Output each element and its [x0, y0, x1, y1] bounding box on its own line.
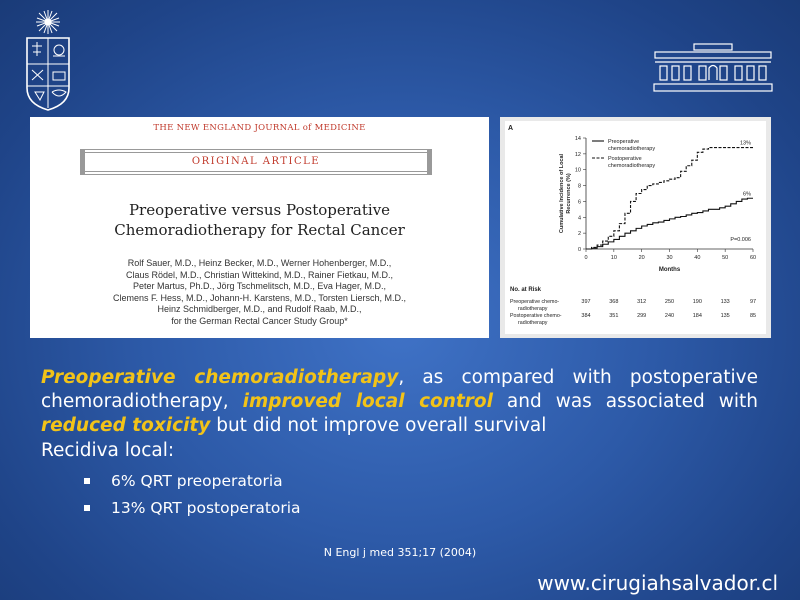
article-header-panel [30, 117, 489, 338]
series-end-label: 6% [743, 191, 751, 198]
journal-name: THE NEW ENGLAND JOURNAL of MEDICINE [153, 123, 366, 133]
y-axis-label: Recurrence (%) [566, 173, 572, 214]
bullet-item [84, 468, 301, 495]
author-line: Claus Rödel, M.D., Christian Wittekind, M.D., Rainer Fietkau, M.D., [125, 269, 394, 280]
author-line: Peter Martus, Ph.D., Jörg Tschmelitsch, M.D., Eva Hager, M.D., [133, 281, 386, 292]
legend-label: Preoperative [608, 139, 640, 145]
legend-label: Postoperative [608, 156, 642, 162]
recurrence-chart [500, 117, 771, 338]
summary-text: , as compared with postoperative chemoradiotherapy, [41, 367, 758, 412]
author-line: for the German Rectal Cancer Study Group* [171, 315, 348, 326]
university-crest-logo [22, 8, 74, 112]
series-end-label: 13% [739, 140, 751, 147]
at-risk-value: 368 [609, 299, 619, 305]
y-tick-label: 10 [574, 167, 581, 174]
at-risk-value: 299 [637, 313, 647, 319]
x-tick-label: 0 [584, 255, 588, 261]
y-tick-label: 12 [574, 151, 581, 158]
section-label: ORIGINAL ARTICLE [191, 156, 321, 167]
summary-text: but did not improve overall survival [210, 415, 547, 436]
chart-panel-label: A [508, 125, 514, 132]
at-risk-row-label: radiotherapy [518, 320, 548, 326]
bullet-text: 6% QRT preoperatoria [111, 472, 283, 490]
x-tick-label: 60 [749, 255, 757, 261]
article-title-line: Preoperative versus Postoperative [128, 201, 391, 219]
legend-label: chemoradiotherapy [608, 146, 656, 152]
article-authors [30, 258, 489, 328]
at-risk-row-label: radiotherapy [518, 306, 548, 312]
bullet-text: 13% QRT postoperatoria [111, 499, 301, 517]
bullet-square-icon [84, 478, 90, 484]
at-risk-value: 397 [581, 299, 591, 305]
x-tick-label: 50 [722, 255, 729, 261]
recurrence-bullet-list [84, 468, 301, 522]
at-risk-value: 97 [749, 299, 757, 305]
x-tick-label: 10 [610, 255, 617, 261]
at-risk-value: 133 [720, 299, 730, 305]
author-line: Clemens F. Hess, M.D., Johann-H. Karstens, M.D., Torsten Liersch, M.D., [113, 292, 406, 303]
p-value-annotation: P=0.006 [730, 237, 751, 243]
at-risk-row-label: Postoperative chemo- [510, 313, 562, 319]
citation: N Engl j med 351;17 (2004) [323, 546, 477, 559]
recurrence-chart-panel [500, 117, 771, 338]
y-tick-label: 6 [577, 199, 581, 206]
at-risk-value: 190 [692, 299, 702, 305]
subheading-recidiva: Recidiva local: [41, 440, 175, 461]
at-risk-row-label: Preoperative chemo- [510, 299, 560, 305]
website-url: www.cirugiahsalvador.cl [537, 571, 778, 595]
bullet-item [84, 495, 301, 522]
at-risk-value: 384 [581, 313, 591, 319]
at-risk-value: 85 [749, 313, 757, 319]
x-tick-label: 40 [694, 255, 701, 261]
section-banner [80, 149, 432, 175]
bullet-square-icon [84, 505, 90, 511]
hospital-building-logo [652, 40, 774, 94]
summary-text: and was associated with [492, 391, 758, 412]
summary-paragraph [41, 366, 758, 438]
y-tick-label: 14 [574, 136, 581, 142]
y-axis-label: Cumulative Incidence of Local [559, 153, 565, 234]
at-risk-value: 184 [692, 313, 702, 319]
y-tick-label: 8 [577, 183, 581, 190]
y-tick-label: 4 [577, 215, 581, 222]
x-tick-label: 20 [638, 255, 645, 261]
at-risk-value: 250 [664, 299, 675, 305]
y-tick-label: 0 [577, 247, 581, 253]
article-title [30, 200, 489, 240]
highlight-toxicity: reduced toxicity [41, 415, 211, 436]
at-risk-value: 240 [664, 313, 675, 319]
y-tick-label: 2 [577, 231, 581, 238]
legend-label: chemoradiotherapy [608, 163, 656, 169]
at-risk-value: 135 [720, 313, 730, 319]
x-axis-label: Months [658, 267, 681, 273]
highlight-local-control: improved local control [242, 391, 493, 412]
x-tick-label: 30 [666, 255, 673, 261]
highlight-preoperative: Preoperative chemoradiotherapy [41, 367, 399, 388]
at-risk-title: No. at Risk [510, 287, 542, 293]
author-line: Rolf Sauer, M.D., Heinz Becker, M.D., Werner Hohenberger, M.D., [127, 258, 392, 268]
at-risk-value: 351 [609, 313, 619, 319]
author-line: Heinz Schmidberger, M.D., and Rudolf Raab, M.D., [157, 304, 362, 315]
at-risk-value: 312 [637, 299, 647, 305]
article-title-line: Chemoradiotherapy for Rectal Cancer [114, 221, 405, 239]
